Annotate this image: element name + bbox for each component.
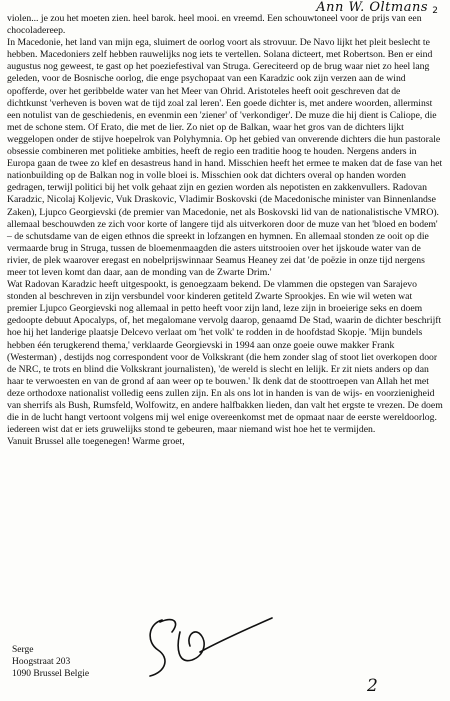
paragraph-1: violen... je zou het moeten zien. heel barok. heel mooi. en vreemd. Een schouwtoneel voor de prijs van een chocoladereep. — [7, 13, 422, 37]
sender-name: Serge — [12, 645, 34, 655]
paragraph-3: Wat Radovan Karadzic heeft uitgespookt, is genoegzaam bekend. De vlammen die opstegen van Sarajevo stonden al beschreven in zijn versbundel voor kinderen getiteld Zwarte Sprookjes. En wie wil weten wat premier Ljupco Georgievski nog allemaal in petto heeft voor zijn land, leze zijn in broeierige seks en doem gedoopte debuut Apocalyps, of, het megalomane vervolg daarop, genaamd De Stad, waarin de dichter beschrijft hoe hij het landerige plaatsje Delcevo verlaat om 'het volk' te rodden in de hoofdstad Skopje. 'Mijn bundels hebben één terugkerend thema,' verklaarde Georgievski in 1994 aan onze goeie ouwe makker Frank (Westerman) , destijds nog correspondent voor de Volkskrant (die hem zonder slag of stoot liet overkopen door de NRC, te trots en blind die Volkskrant journalisten), 'de wereld is slecht en lelijk. Er zit niets anders op dan haar te verwoesten en van de grond af aan weer op te bouwen.' Ik denk dat de stoottroepen van Allah het met deze orthodoxe nationalist volledig eens zullen zijn. En als ons lot in handen is van de wijs- en voorzienigheid van sherrifs als Bush, Rumsfeld, Wolfowitz, en andere halfbakken lieden, dan valt het ergste te vrezen. De doem die in de lucht hangt vertoont volgens mij wel enige overeenkomst met de opmaat naar de eerste wereldoorlog. iedereen wist dat er iets gruwelijks stond te gebeuren, maar niemand wist hoe het te vermijden. — [7, 279, 443, 436]
paragraph-2: In Macedonie, het land van mijn ega, sluimert de oorlog voort als strovuur. De Navo lijkt het pleit beslecht te hebben. Macedoniers zelf hebben rauwelijks nog iets te vertellen. Solana dicteert, met Robertson. Ben er eind augustus nog geweest, te gast op het poeziefestival van Struga. Gereciteerd op de brug waar niet zo heel lang geleden, voor de Bosnische oorlog, die enge psychopaat van een Karadzic ook zijn verzen aan de wind opofferde, over het geribbelde water van het Meer van Ohrid. Aristoteles heeft ooit geschreven dat de dichtkunst 'verheven is boven wat de tijd zoal zal leren'. Een goede dichter is, met andere woorden, allerminst een notulist van de geschiedenis, en evenmin een 'ziener' of 'verkondiger'. De muze die hij dient is Caliope, die met de schone stem. Of Erato, die met de lier. Zo niet op de Balkan, waar het gros van de dichters lijkt weggelopen onder de stijve hoepelrok van Polyhymnia. Op het gebied van onverende dichters die hun pastorale obsessie combineren met politieke ambities, heeft de regio een traditie hoog te houden. Nergens anders in Europa gaan de twee zo klef en desastreus hand in hand. Misschien heeft het ermee te maken dat de fase van het nationbuilding op de Balkan nog in volle bloei is. Misschien ook dat dichters overal op handen worden gedragen, terwijl politici bij het volk gehaat zijn en gezien worden als nepotisten en zakkenvullers. Radovan Karadzic, Nicolaj Koljevic, Vuk Draskovic, Vladimir Boskovski (de Macedonische minister van Binnenlandse Zaken), Ljupco Georgievski (de premier van Macedonie, net als Boskovski lid van de nationalistische VMRO). allemaal beschouwden ze zich voor korte of langere tijd als uitverkoren door de muze van het 'bloed en bodem' – de schutsdame van de eigen ethnos die spreekt in lofzangen en hymnen. En allemaal stonden ze ooit op die vermaarde brug in Struga, tussen de bloemenmaagden die asters uitstrooien over het ijskoude water van de rivier, de plek waarover eregast en nobelprijswinnaar Seamus Heaney zei dat 'de poëzie in onze tijd nergens meer tot leven komt dan daar, aan de monding van de Zwarte Drim.' — [7, 37, 443, 278]
closing-line: Vanuit Brussel alle toegenegen! Warme groet, — [7, 436, 185, 448]
handwritten-signature — [100, 612, 280, 687]
top-page-mark: 2 — [432, 6, 438, 16]
handwritten-recipient-name: Ann W. Oltmans — [316, 0, 428, 15]
bottom-page-number: 2 — [367, 676, 378, 696]
letter-body — [7, 13, 443, 448]
sender-street: Hoogstraat 203 — [12, 657, 71, 667]
sender-city: 1090 Brussel Belgie — [12, 669, 90, 679]
sender-address — [12, 644, 89, 680]
